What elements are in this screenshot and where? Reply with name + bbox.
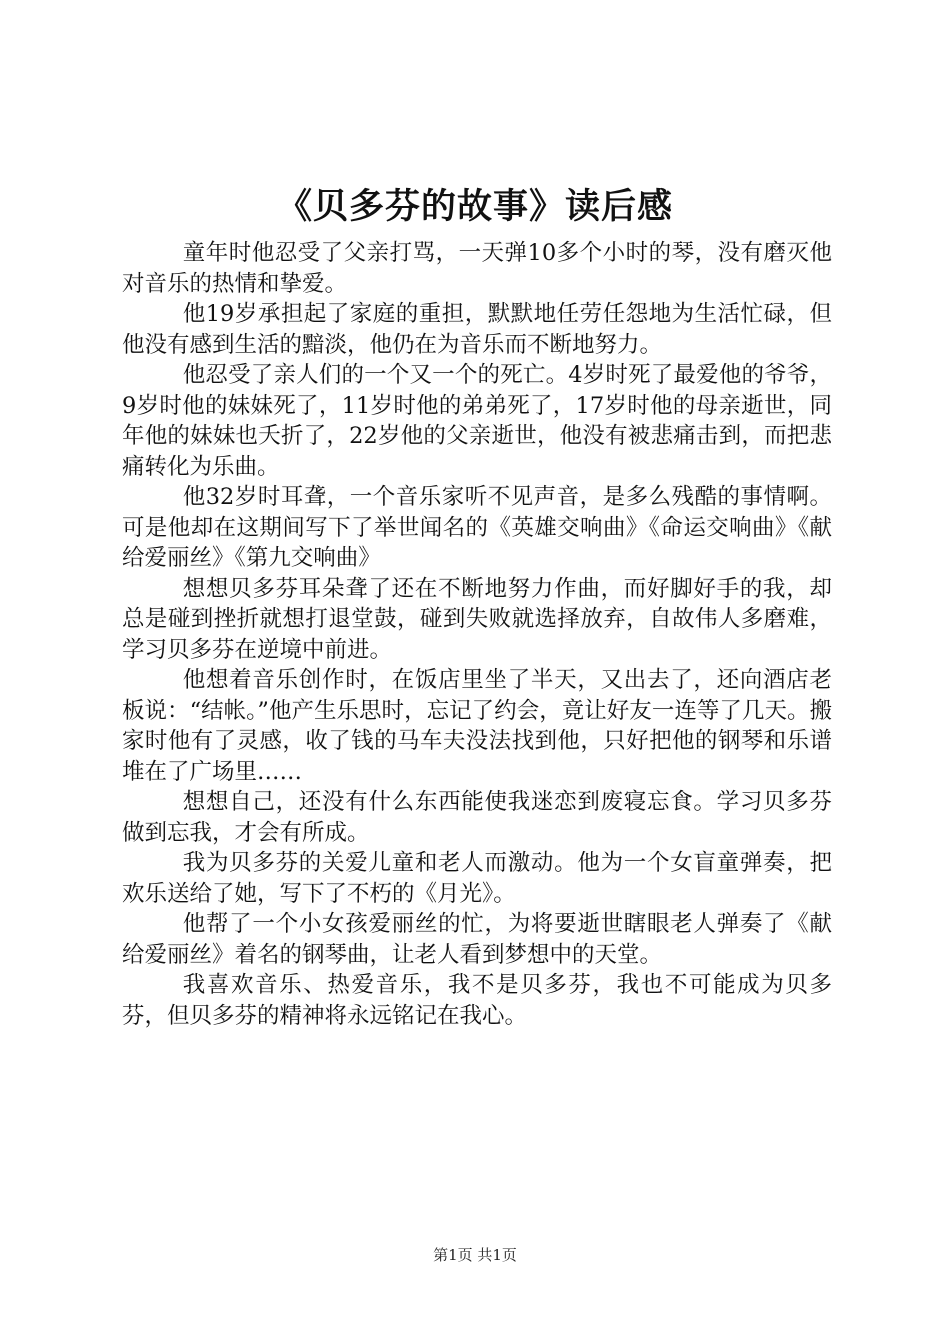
page-number-footer: 第1页 共1页 xyxy=(433,1246,517,1264)
document-body xyxy=(122,238,832,1031)
body-paragraph: 童年时他忍受了父亲打骂，一天弹10多个小时的琴，没有磨灭他对音乐的热情和挚爱。 xyxy=(122,240,832,297)
body-paragraph: 他忍受了亲人们的一个又一个的死亡。4岁时死了最爱他的爷爷，9岁时他的妹妹死了，11岁时他的弟弟死了，17岁时他的母亲逝世，同年他的妹妹也夭折了，22岁他的父亲逝世，他没有被悲痛击到，而把悲痛转化为乐曲。 xyxy=(122,362,832,480)
body-paragraph: 他19岁承担起了家庭的重担，默默地任劳任怨地为生活忙碌，但他没有感到生活的黯淡，他仍在为音乐而不断地努力。 xyxy=(122,301,832,358)
body-paragraph: 他想着音乐创作时，在饭店里坐了半天，又出去了，还向酒店老板说：“结帐。”他产生乐思时，忘记了约会，竟让好友一连等了几天。搬家时他有了灵感，收了钱的马车夫没法找到他，只好把他的钢琴和乐谱堆在了广场里…… xyxy=(122,667,832,785)
body-paragraph: 他32岁时耳聋，一个音乐家听不见声音，是多么残酷的事情啊。可是他却在这期间写下了举世闻名的《英雄交响曲》《命运交响曲》《献给爱丽丝》《第九交响曲》 xyxy=(122,484,832,571)
body-paragraph: 我为贝多芬的关爱儿童和老人而激动。他为一个女盲童弹奏，把欢乐送给了她，写下了不朽的《月光》。 xyxy=(122,850,832,907)
body-paragraph: 我喜欢音乐、热爱音乐，我不是贝多芬，我也不可能成为贝多芬，但贝多芬的精神将永远铭记在我心。 xyxy=(122,972,832,1029)
document-title: 《贝多芬的故事》读后感 xyxy=(276,186,673,227)
body-paragraph: 他帮了一个小女孩爱丽丝的忙，为将要逝世瞎眼老人弹奏了《献给爱丽丝》着名的钢琴曲，让老人看到梦想中的天堂。 xyxy=(122,911,832,968)
body-paragraph: 想想贝多芬耳朵聋了还在不断地努力作曲，而好脚好手的我，却总是碰到挫折就想打退堂鼓，碰到失败就选择放弃，自故伟人多磨难，学习贝多芬在逆境中前进。 xyxy=(122,575,832,663)
body-paragraph: 想想自己，还没有什么东西能使我迷恋到废寝忘食。学习贝多芬做到忘我，才会有所成。 xyxy=(122,789,832,846)
